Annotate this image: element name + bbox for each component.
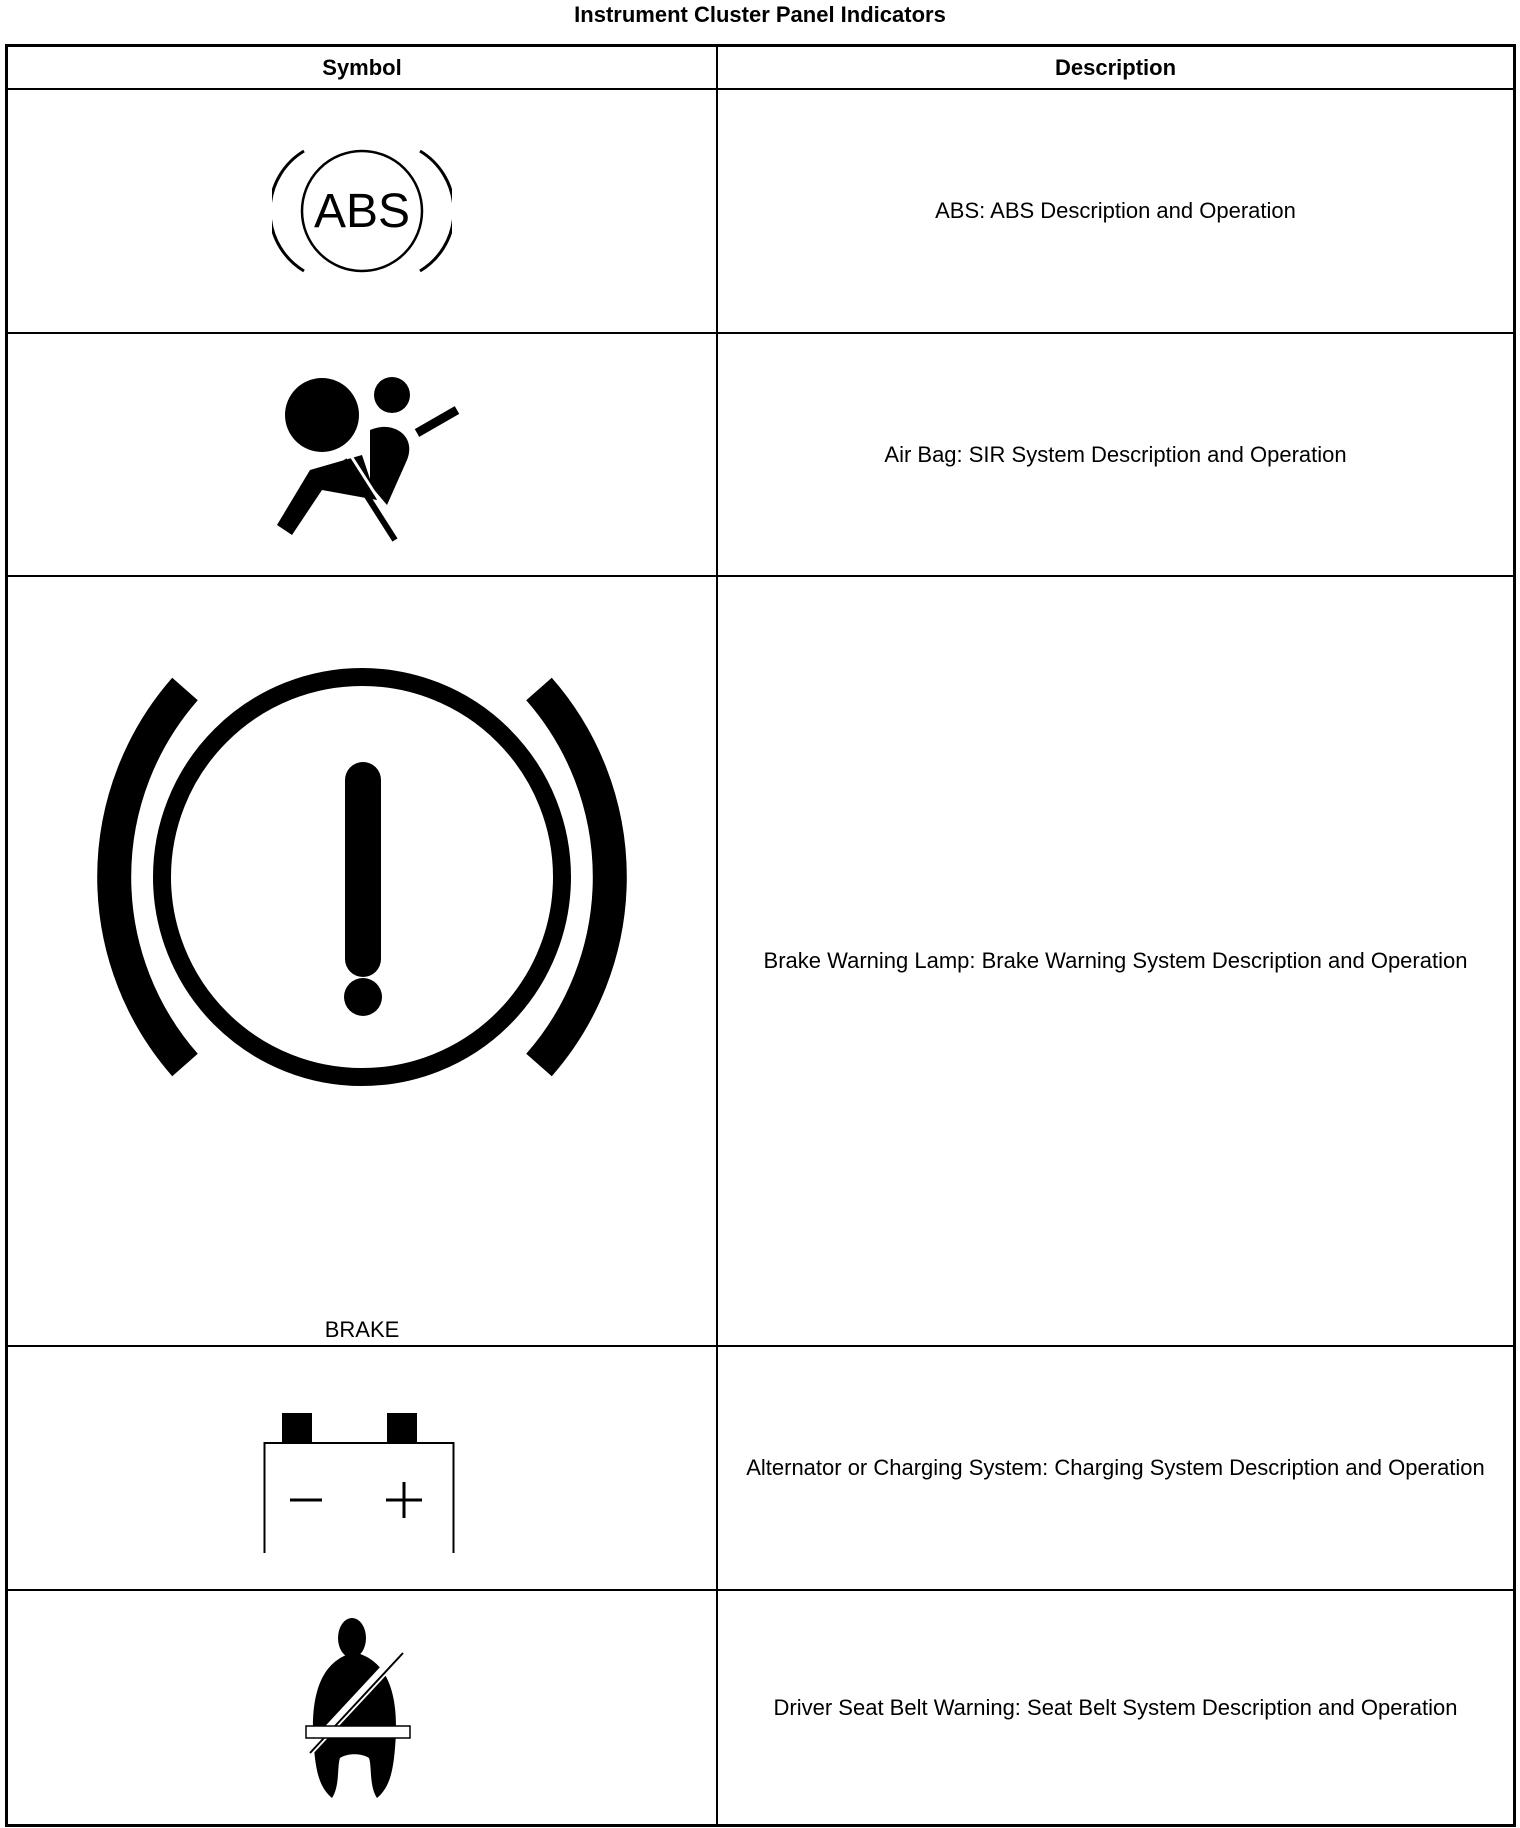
brake-warning-icon xyxy=(82,667,642,1087)
page-title: Instrument Cluster Panel Indicators xyxy=(574,2,946,27)
seat-belt-icon xyxy=(292,1608,432,1808)
header-symbol: Symbol xyxy=(322,54,402,80)
table-row-description: Driver Seat Belt Warning: Seat Belt System Description and Operation xyxy=(773,1694,1458,1720)
header-description: Description xyxy=(1054,54,1177,80)
brake-icon-caption: BRAKE xyxy=(324,1317,400,1342)
table-row-symbol xyxy=(8,90,716,332)
table-row-description: ABS: ABS Description and Operation xyxy=(935,198,1296,223)
table-row-symbol xyxy=(8,577,716,1345)
abs-warning-icon xyxy=(272,141,452,281)
table-row-symbol xyxy=(8,1347,716,1589)
battery-icon xyxy=(262,1383,462,1553)
table-row-description: Brake Warning Lamp: Brake Warning System Description and Operation xyxy=(763,948,1468,973)
table-row-symbol xyxy=(8,334,716,575)
table-row-description: Air Bag: SIR System Description and Operation xyxy=(884,441,1347,467)
airbag-icon xyxy=(252,360,472,550)
indicator-table xyxy=(5,44,1516,1827)
table-row-description: Alternator or Charging System: Charging System Description and Operation xyxy=(746,1455,1485,1480)
table-row-symbol xyxy=(8,1591,716,1824)
abs-icon-text: ABS xyxy=(313,185,411,238)
